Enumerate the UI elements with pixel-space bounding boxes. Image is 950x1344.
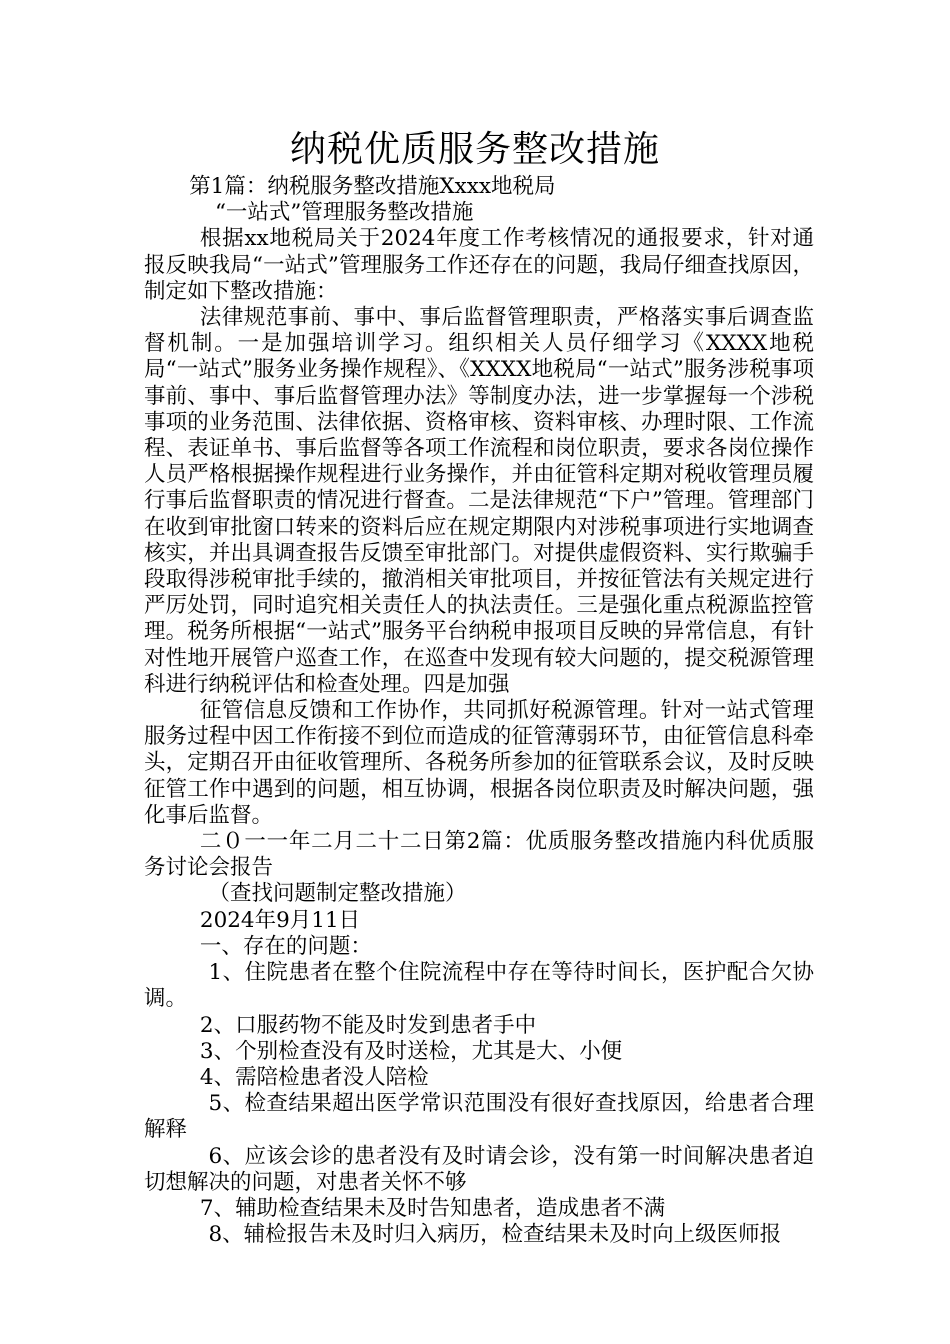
- paragraph-9: 一、存在的问题：: [199, 933, 372, 959]
- paragraph-6: 二０一一年二月二十二日第2篇：优质服务整改措施内科优质服务讨论会报告: [144, 829, 814, 881]
- paragraph-10: 1、住院患者在整个住院流程中存在等待时间长，医护配合欠协调。: [144, 960, 814, 1012]
- paragraph-4: 法律规范事前、事中、事后监督管理职责，严格落实事后调查监督机制。一是加强培训学习。组织相关人员仔细学习《XXXX地税局“一站式”服务业务操作规程》、《XXXX地税局“一站式”服务涉税事项事前、事中、事后监督管理办法》等制度办法，进一步掌握每一个涉税事项的业务范围、法律依据、资格审核、资料审核、办理时限、工作流程、表证单书、事后监督等各项工作流程和岗位职责，要求各岗位操作人员严格根据操作规程进行业务操作，并由征管科定期对税收管理员履行事后监督职责的情况进行督查。二是法律规范“下户”管理。管理部门在收到审批窗口转来的资料后应在规定期限内对涉税事项进行实地调查核实，并出具调查报告反馈至审批部门。对提供虚假资料、实行欺骗手段取得涉税审批手续的，撤消相关审批项目，并按征管法有关规定进行严厉处罚，同时追究相关责任人的执法责任。三是强化重点税源监控管理。税务所根据“一站式”服务平台纳税申报项目反映的异常信息，有针对性地开展管户巡查工作，在巡查中发现有较大问题的，提交税源管理科进行纳税评估和检查处理。四是加强: [144, 305, 814, 697]
- paragraph-15: 6、应该会诊的患者没有及时请会诊，没有第一时间解决患者迫切想解决的问题，对患者关怀不够: [144, 1143, 814, 1195]
- document-body: [144, 174, 814, 1248]
- paragraph-12: 3、个别检查没有及时送检，尤其是大、小便: [199, 1038, 623, 1064]
- paragraph-5: 征管信息反馈和工作协作，共同抓好税源管理。针对一站式管理服务过程中因工作衔接不到位而造成的征管薄弱环节，由征管信息科牵头，定期召开由征收管理所、各税务所参加的征管联系会议，及时反映征管工作中遇到的问题，相互协调，根据各岗位职责及时解决问题，强化事后监督。: [144, 698, 814, 828]
- document-title: 纳税优质服务整改措施: [289, 129, 660, 170]
- paragraph-17: 8、辅检报告未及时归入病历，检查结果未及时向上级医师报: [208, 1222, 782, 1248]
- paragraph-16: 7、辅助检查结果未及时告知患者，造成患者不满: [199, 1195, 666, 1221]
- paragraph-8: 2024年9月11日: [199, 907, 361, 933]
- paragraph-1: 第1篇：纳税服务整改措施Xxxx地税局: [189, 174, 556, 199]
- paragraph-11: 2、口服药物不能及时发到患者手中: [199, 1012, 537, 1038]
- paragraph-14: 5、检查结果超出医学常识范围没有很好查找原因，给患者合理解释: [144, 1091, 814, 1143]
- paragraph-7: （查找问题制定整改措施）: [208, 881, 467, 907]
- paragraph-2: “一站式”管理服务整改措施: [214, 200, 474, 226]
- paragraph-3: 根据xx地税局关于2024年度工作考核情况的通报要求，针对通报反映我局“一站式”管理服务工作还存在的问题，我局仔细查找原因，制定如下整改措施：: [144, 226, 814, 304]
- paragraph-13: 4、需陪检患者没人陪检: [199, 1064, 429, 1090]
